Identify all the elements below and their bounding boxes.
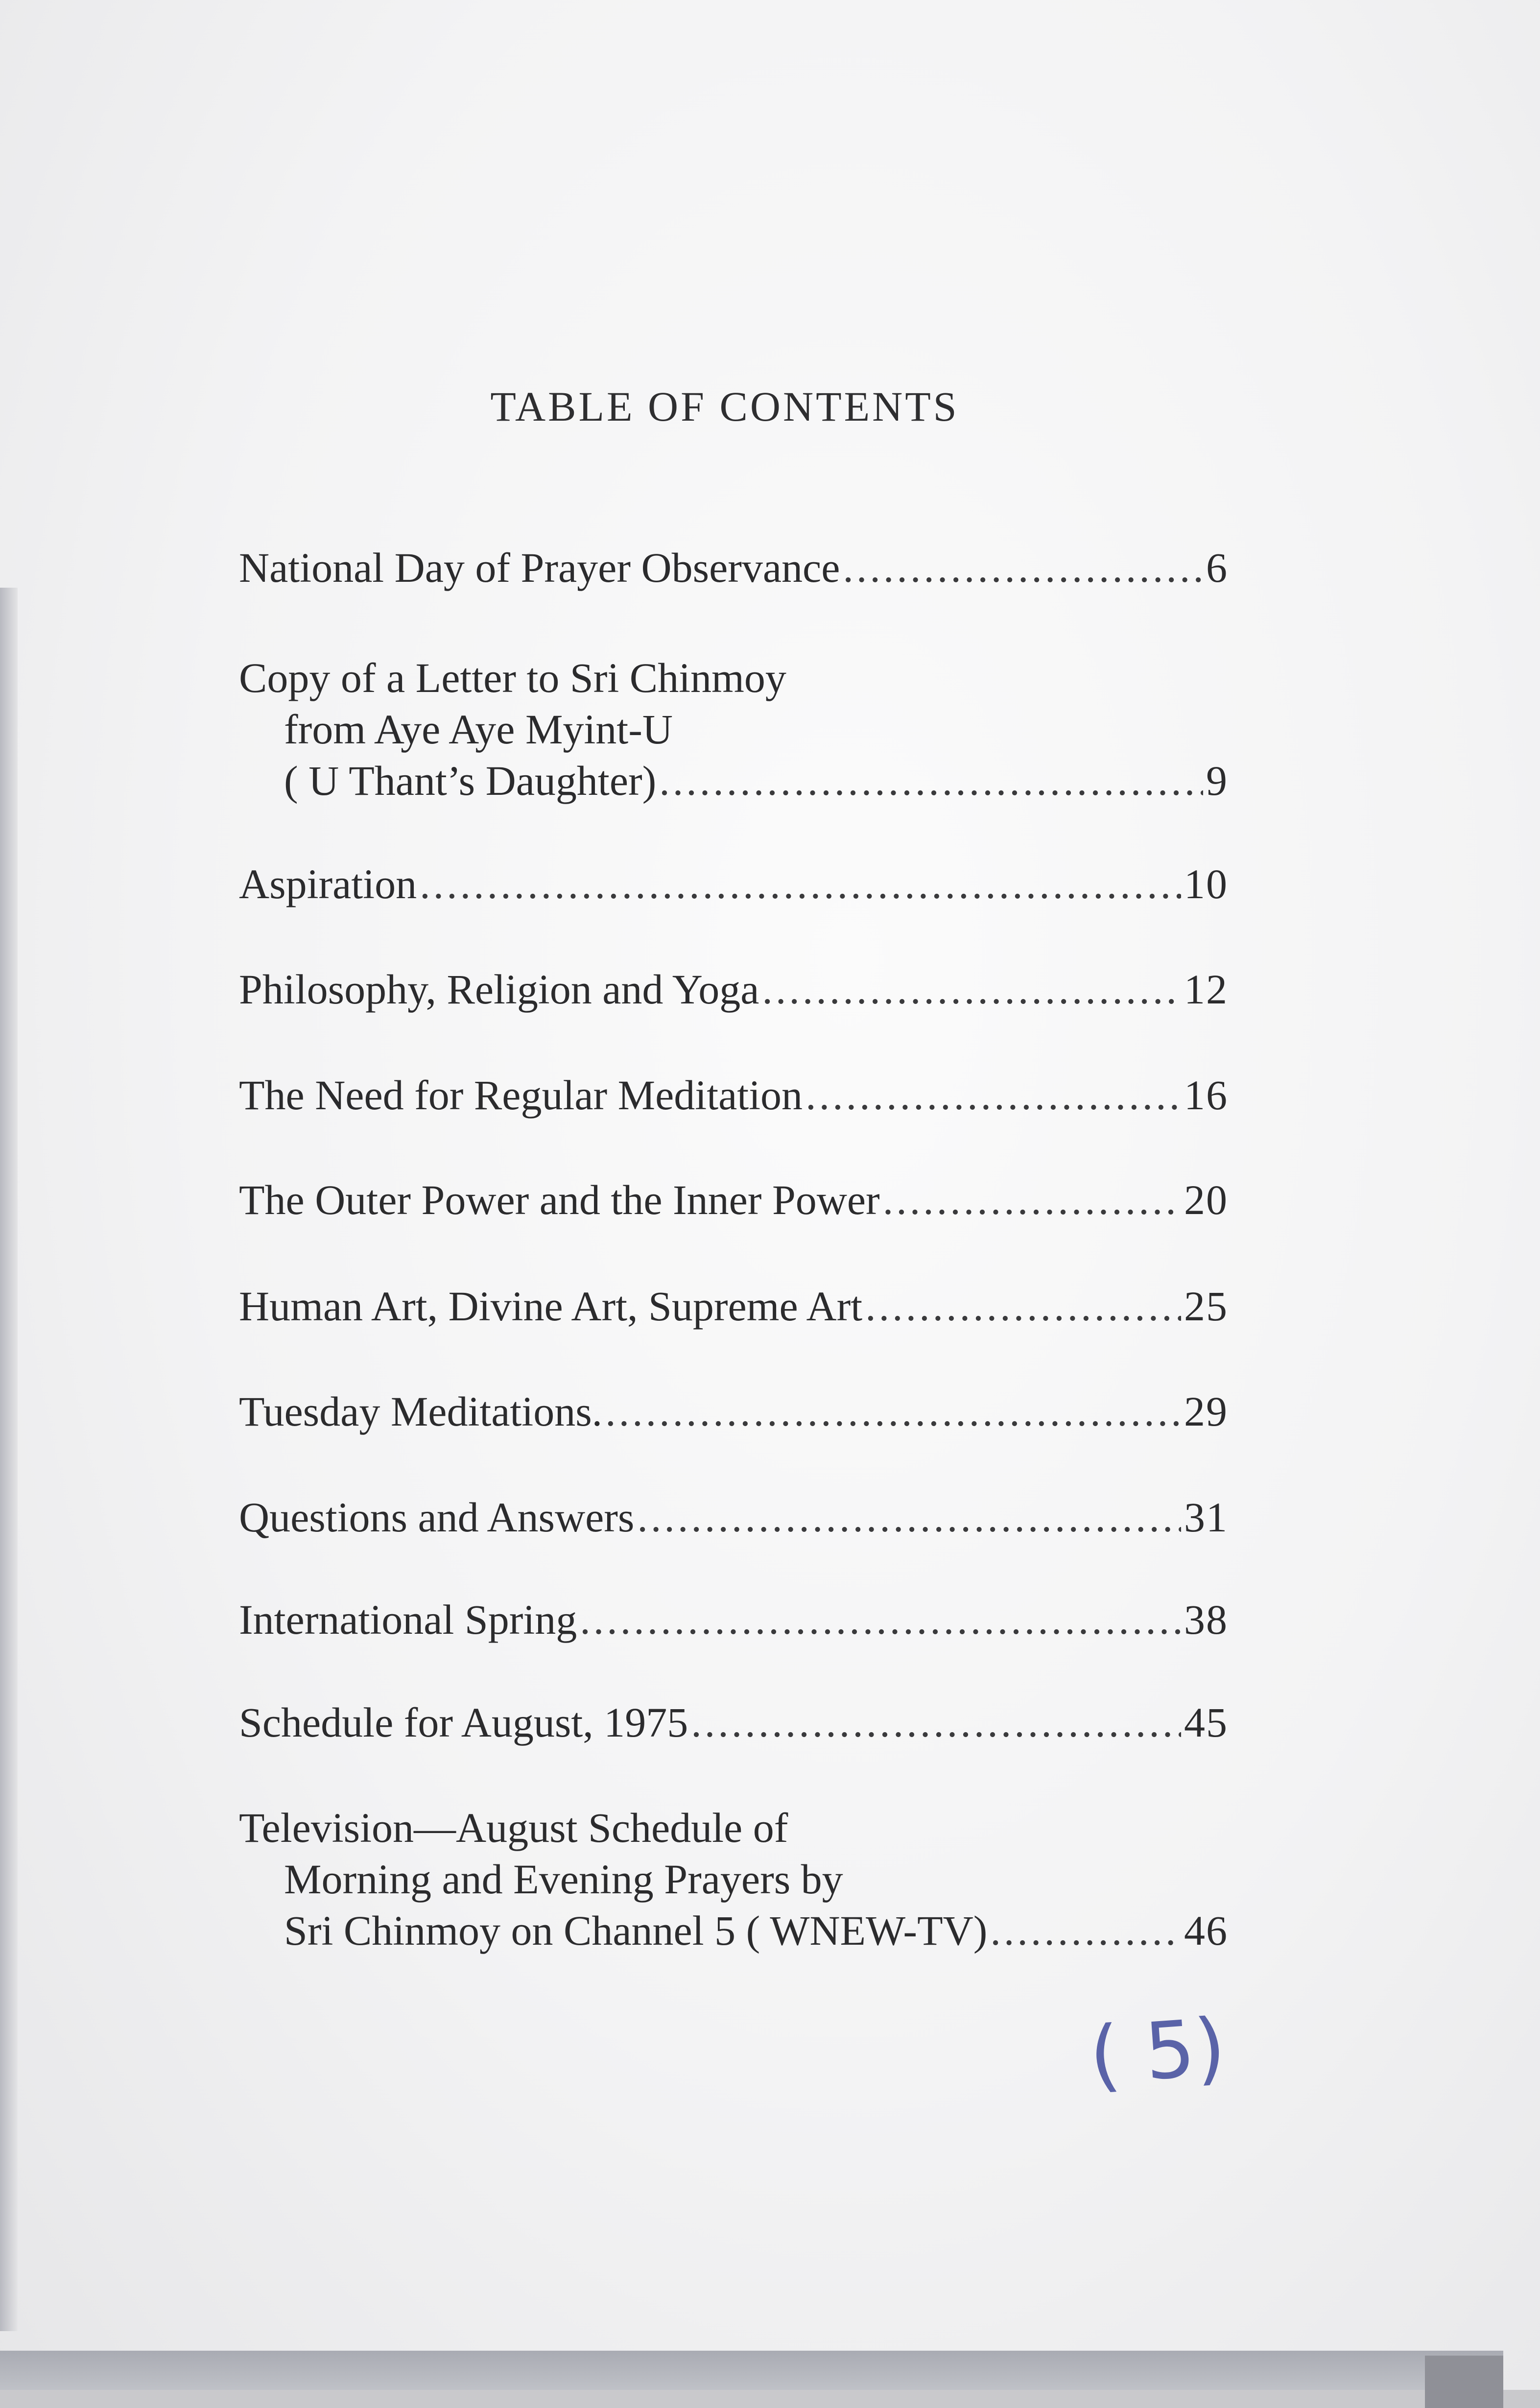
- toc-label: Copy of a Letter to Sri Chinmoy: [239, 654, 786, 701]
- toc-entry: [239, 964, 1228, 1015]
- toc-page-number: 38: [1184, 1596, 1228, 1643]
- toc-page-number: 29: [1184, 1388, 1228, 1435]
- toc-page-number: 20: [1184, 1176, 1228, 1223]
- page-title: TABLE OF CONTENTS: [490, 383, 959, 430]
- toc-label: Questions and Answers: [239, 1494, 635, 1541]
- toc-entry: [239, 1070, 1228, 1121]
- toc-label: Human Art, Divine Art, Supreme Art: [239, 1283, 863, 1330]
- toc-entry: [239, 858, 1228, 910]
- dot-leader: [843, 542, 1203, 594]
- toc-label: ( U Thant’s Daughter): [284, 757, 657, 804]
- toc-label: Tuesday Meditations.: [239, 1388, 603, 1435]
- toc-row: [239, 964, 1228, 1015]
- toc-row: [239, 1174, 1228, 1226]
- toc-label: Aspiration: [239, 860, 417, 907]
- dot-leader: [990, 1905, 1181, 1956]
- toc-page-number: 31: [1184, 1494, 1228, 1541]
- dot-leader: [865, 1281, 1181, 1332]
- toc-page-number: 12: [1184, 966, 1228, 1013]
- dot-leader: [605, 1386, 1181, 1437]
- toc-entry: [239, 1386, 1228, 1437]
- toc-row: [239, 1070, 1228, 1121]
- toc-page-number: 16: [1184, 1072, 1228, 1119]
- scan-corner: [1425, 2356, 1503, 2408]
- toc-entry: [239, 1174, 1228, 1226]
- scan-bottom-shade: [0, 2390, 1540, 2408]
- toc-label: from Aye Aye Myint-U: [284, 706, 673, 753]
- toc-label: National Day of Prayer Observance: [239, 544, 840, 591]
- toc-label: Philosophy, Religion and Yoga: [239, 966, 759, 1013]
- toc-row: [239, 1492, 1228, 1543]
- toc-row: [239, 1802, 1228, 1854]
- handwritten-page-note: ( 5): [1086, 2001, 1229, 2102]
- toc-page-number: 45: [1184, 1699, 1228, 1746]
- dot-leader: [659, 755, 1203, 807]
- toc-entry: [239, 1802, 1228, 1956]
- toc-page-number: 25: [1184, 1283, 1228, 1330]
- toc-entry: [239, 1281, 1228, 1332]
- toc-page-number: 9: [1206, 757, 1228, 804]
- toc-row: [239, 1281, 1228, 1332]
- dot-leader: [691, 1697, 1181, 1748]
- dot-leader: [806, 1070, 1181, 1121]
- toc-label: Schedule for August, 1975: [239, 1699, 688, 1746]
- dot-leader: [580, 1594, 1181, 1645]
- toc-row: [239, 542, 1228, 594]
- toc-label: The Need for Regular Meditation: [239, 1072, 803, 1119]
- toc-label: International Spring: [239, 1596, 577, 1643]
- toc-entry: [239, 542, 1228, 594]
- toc-row: [239, 1905, 1228, 1956]
- toc-row: [239, 652, 1228, 704]
- toc-page-number: 10: [1184, 860, 1228, 907]
- toc-label: Morning and Evening Prayers by: [284, 1856, 843, 1903]
- toc-row: [239, 858, 1228, 910]
- toc-entry: [239, 1594, 1228, 1645]
- toc-row: [239, 704, 1228, 755]
- toc-row: [239, 1386, 1228, 1437]
- toc-page-number: 46: [1184, 1907, 1228, 1954]
- toc-label: Television—August Schedule of: [239, 1804, 788, 1851]
- scan-bottom-edge: [0, 2351, 1503, 2390]
- toc-entry: [239, 652, 1228, 807]
- toc-label: Sri Chinmoy on Channel 5 ( WNEW-TV): [284, 1907, 988, 1954]
- toc-row: [239, 755, 1228, 807]
- scan-edge-shadow: [0, 588, 18, 2331]
- toc-entry: [239, 1697, 1228, 1748]
- toc-row: [239, 1594, 1228, 1645]
- toc-page-number: 6: [1206, 544, 1228, 591]
- dot-leader: [883, 1174, 1181, 1226]
- dot-leader: [420, 858, 1181, 910]
- toc-entry: [239, 1492, 1228, 1543]
- toc-row: [239, 1854, 1228, 1905]
- toc-row: [239, 1697, 1228, 1748]
- dot-leader: [762, 964, 1181, 1015]
- toc-label: The Outer Power and the Inner Power: [239, 1176, 880, 1223]
- dot-leader: [637, 1492, 1181, 1543]
